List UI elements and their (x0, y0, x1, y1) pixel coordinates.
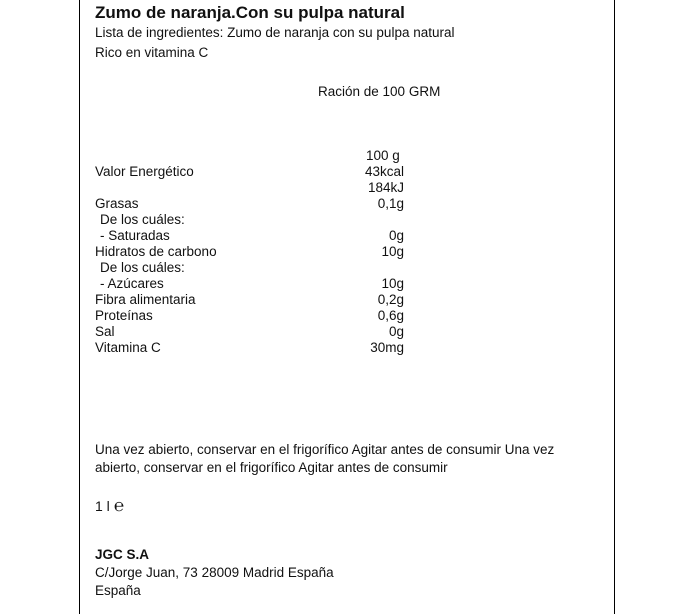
nutrient-label: Grasas (95, 196, 139, 211)
nutrient-value: 0,2g (377, 292, 404, 307)
nutrient-value: 0,1g (377, 196, 404, 211)
nutrient-value: 30mg (370, 340, 404, 355)
company-name: JGC S.A (95, 547, 150, 562)
nutrition-column-header: 100 g (366, 148, 400, 163)
nutrient-label: De los cuáles: (100, 212, 185, 227)
nutrient-value: 0,6g (377, 308, 404, 323)
company-address: C/Jorge Juan, 73 28009 Madrid España (95, 565, 334, 580)
net-quantity: 1 l (95, 498, 110, 514)
nutrient-label: Valor Energético (95, 164, 194, 179)
nutrient-value: 10g (381, 276, 404, 291)
vitamin-claim: Rico en vitamina C (95, 45, 209, 60)
nutrient-label: De los cuáles: (100, 260, 185, 275)
product-label (79, 0, 615, 614)
nutrient-label: Hidratos de carbono (95, 244, 217, 259)
nutrient-label: Fibra alimentaria (95, 292, 196, 307)
product-title: Zumo de naranja.Con su pulpa natural (95, 3, 405, 22)
nutrient-label: Vitamina C (95, 340, 161, 355)
nutrient-value: 184kJ (367, 180, 404, 195)
storage-instructions: Una vez abierto, conservar en el frigorífico Agitar antes de consumir Una vez (95, 442, 555, 457)
serving-size: Ración de 100 GRM (318, 84, 441, 99)
nutrient-label: Proteínas (95, 308, 153, 323)
storage-instructions-continued: abierto, conservar en el frigorífico Agitar antes de consumir (95, 460, 448, 475)
nutrient-label: Sal (95, 324, 115, 339)
nutrient-label: - Saturadas (100, 228, 170, 243)
nutrient-value: 10g (381, 244, 404, 259)
nutrient-label: - Azúcares (100, 276, 164, 291)
ingredients-list: Lista de ingredientes: Zumo de naranja con su pulpa natural (95, 25, 455, 40)
company-country: España (95, 583, 141, 598)
nutrient-value: 0g (388, 228, 404, 243)
nutrient-value: 0g (388, 324, 404, 339)
estimated-sign-icon: ℮ (114, 496, 125, 515)
nutrient-value: 43kcal (364, 164, 404, 179)
